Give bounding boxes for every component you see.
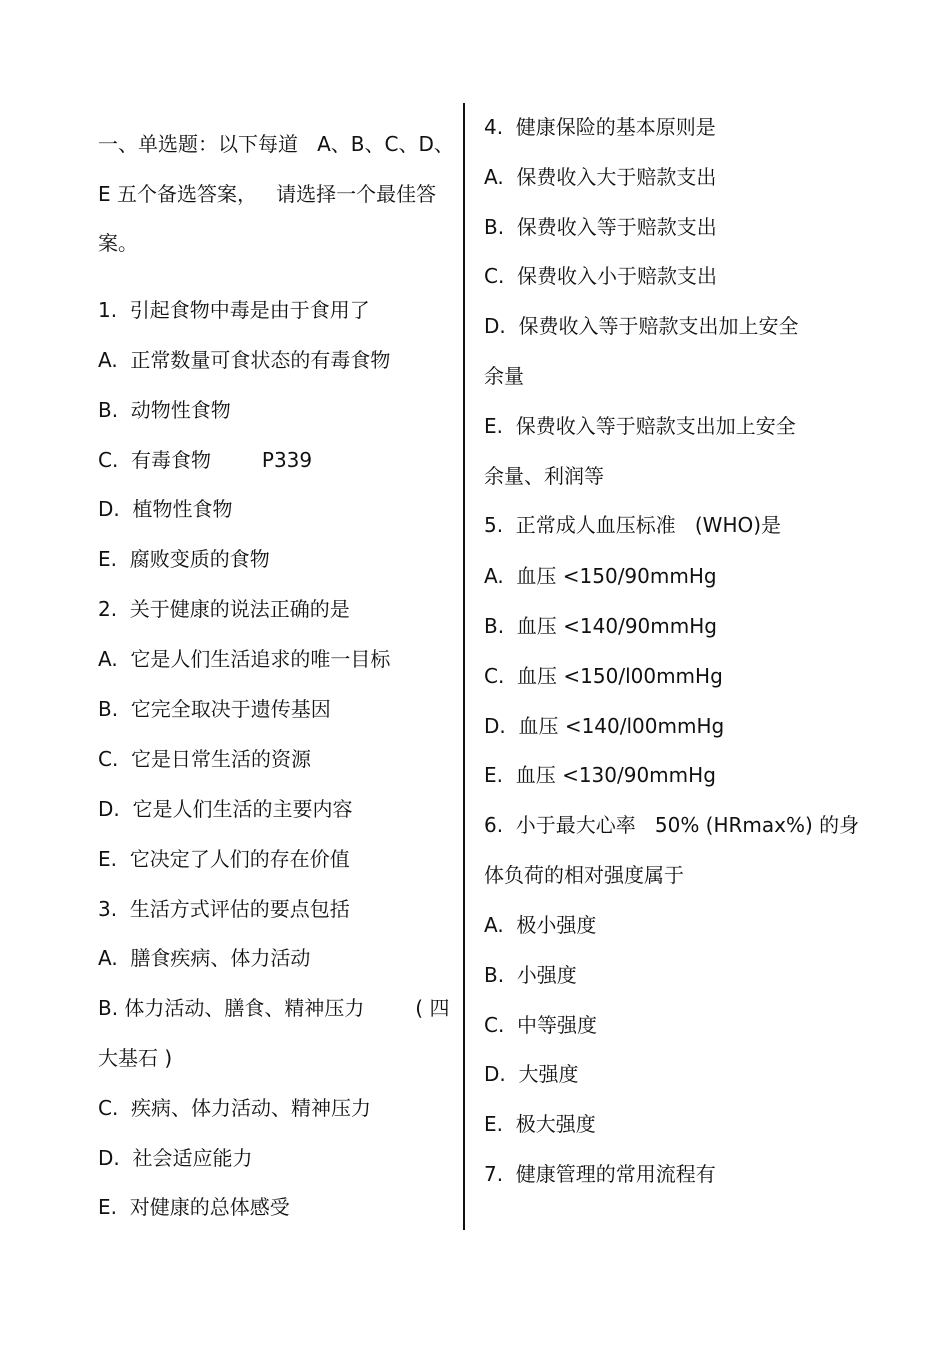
option-line: B. 小强度 (484, 963, 577, 987)
question-2: 2. 关于健康的说法正确的是 (98, 597, 350, 621)
option-line: 体负荷的相对强度属于 (484, 863, 684, 887)
option-line: B. 保费收入等于赔款支出 (484, 215, 717, 239)
intro-line: E 五个备选答案， 请选择一个最佳答 (98, 182, 437, 206)
option-line: A. 正常数量可食状态的有毒食物 (98, 348, 391, 372)
option-line: D. 保费收入等于赔款支出加上安全 (484, 314, 799, 338)
option-line: C. 疾病、体力活动、精神压力 (98, 1096, 372, 1120)
option-line: A. 保费收入大于赔款支出 (484, 165, 717, 189)
question-1: 1. 引起食物中毒是由于食用了 (98, 298, 370, 322)
option-line: D. 大强度 (484, 1062, 579, 1086)
option-line: B. 血压 <140/90mmHg (484, 614, 717, 638)
option-line: 余量 (484, 364, 524, 388)
option-line: E. 腐败变质的食物 (98, 547, 270, 571)
option-line: 大基石 ) (98, 1046, 173, 1070)
option-line: D. 植物性食物 (98, 497, 233, 521)
option-line: D. 社会适应能力 (98, 1146, 253, 1170)
question-5: 5. 正常成人血压标准 (WHO)是 (484, 513, 782, 537)
intro-line: 案。 (98, 231, 138, 255)
option-line: A. 膳食疾病、体力活动 (98, 946, 311, 970)
option-line: E. 它决定了人们的存在价值 (98, 847, 350, 871)
option-line: D. 血压 <140/l00mmHg (484, 714, 725, 738)
option-line: E. 血压 <130/90mmHg (484, 763, 716, 787)
question-6: 6. 小于最大心率 50% (HRmax%) 的身 (484, 813, 860, 837)
option-line: C. 有毒食物 P339 (98, 448, 313, 472)
option-line: C. 它是日常生活的资源 (98, 747, 312, 771)
option-line: E. 对健康的总体感受 (98, 1195, 290, 1219)
option-line: B. 它完全取决于遗传基因 (98, 697, 331, 721)
question-7: 7. 健康管理的常用流程有 (484, 1162, 716, 1186)
option-line: A. 血压 <150/90mmHg (484, 564, 717, 588)
option-line: C. 保费收入小于赔款支出 (484, 264, 718, 288)
option-line: B. 动物性食物 (98, 398, 231, 422)
option-line: C. 中等强度 (484, 1013, 598, 1037)
option-line: E. 极大强度 (484, 1112, 596, 1136)
option-line: E. 保费收入等于赔款支出加上安全 (484, 414, 796, 438)
question-3: 3. 生活方式评估的要点包括 (98, 897, 350, 921)
option-line: C. 血压 <150/l00mmHg (484, 664, 723, 688)
option-line: B. 体力活动、膳食、精神压力 ( 四 (98, 996, 450, 1020)
option-line: A. 极小强度 (484, 913, 597, 937)
column-divider (463, 103, 465, 1230)
option-line: D. 它是人们生活的主要内容 (98, 797, 353, 821)
intro-line: 一、单选题：以下每道 A、B、C、D、 (98, 132, 454, 156)
option-line: A. 它是人们生活追求的唯一目标 (98, 647, 391, 671)
option-line: 余量、利润等 (484, 464, 604, 488)
question-4: 4. 健康保险的基本原则是 (484, 115, 716, 139)
